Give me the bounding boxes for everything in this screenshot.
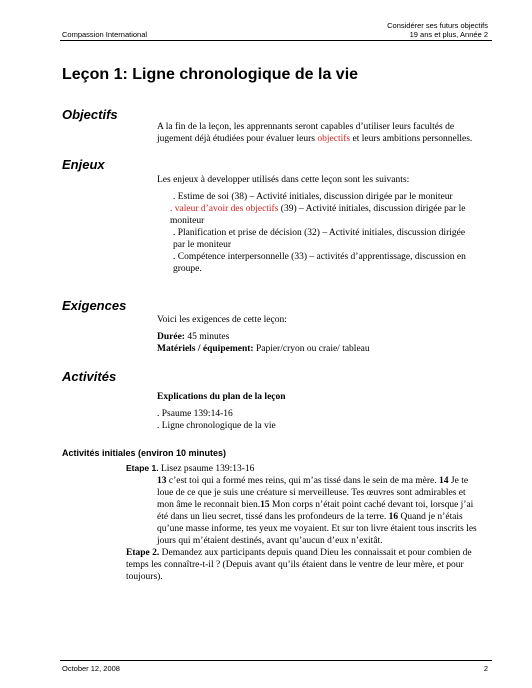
etape-1-text: Lisez psaume 139:13-16: [158, 464, 255, 474]
enjeux-item-planification: [173, 227, 478, 251]
materiels-label: Matériels / équipement:: [157, 344, 254, 354]
enjeux-item-estime-text: . Estime de soi (38) – Activité initiales, discussion dirigée par le moniteur: [173, 192, 453, 202]
enjeux-item-competence: [173, 251, 478, 275]
etape-1-label: Etape 1.: [126, 463, 159, 473]
verse-13-text: c’est toi qui a formé mes reins, qui m’as tissé dans le sein de ma mère.: [166, 476, 440, 486]
verse-15-text: Mon corps n’était point caché devant toi, lorsque j’ai été dans un lieu secret, tissé dans les profondeurs de la terre.: [157, 500, 474, 522]
plan-item-ligne: . Ligne chronologique de la vie: [157, 421, 276, 431]
lesson-title: Leçon 1: Ligne chronologique de la vie: [62, 66, 359, 83]
etape-2-label: Etape 2.: [126, 548, 160, 558]
verse-13-number: 13: [157, 476, 167, 486]
plan-item-psaume: . Psaume 139:14-16: [157, 409, 233, 419]
duree-value: 45 minutes: [184, 332, 230, 342]
section-heading-enjeux: Enjeux: [62, 157, 105, 172]
header-rule: [60, 40, 492, 41]
enjeux-item-objectifs-text: (39) – Activité initiales, discussion dirigée par le moniteur: [170, 204, 466, 226]
objectifs-highlight: objectifs: [317, 134, 351, 144]
footer-page-number: 2: [483, 664, 488, 673]
objectifs-text-before: A la fin de la leçon, les apprennants seront capables d’utiliser leurs facultés de jugement déjà étudiées pour évaluer leurs: [157, 122, 455, 144]
verse-14-number: 14: [439, 476, 449, 486]
header-series: [387, 21, 488, 39]
enjeux-intro: Les enjeux à developper utilisés dans cette leçon sont les suivants:: [157, 175, 410, 185]
etape-2: [126, 547, 478, 583]
verse-16-number: 16: [388, 512, 399, 522]
footer-rule: [60, 660, 492, 661]
objectifs-text-after: et leurs ambitions personnelles.: [350, 134, 473, 144]
verse-15-number: 15: [260, 500, 270, 510]
enjeux-item-estime: [173, 191, 478, 203]
materiels-value: Papier/cryon ou craie/ tableau: [253, 344, 370, 354]
exigences-materiels: [157, 343, 477, 355]
header-series-level: 19 ans et plus, Année 2: [409, 30, 488, 39]
exigences-intro: Voici les exigences de cette leçon:: [157, 315, 287, 325]
section-heading-objectifs: Objectifs: [62, 107, 118, 122]
enjeux-item-objectifs-highlight: . valeur d’avoir des objectifs: [170, 204, 279, 214]
enjeux-list: [170, 191, 478, 275]
etape-1: [126, 462, 486, 475]
verse-14-text: Je te loue de ce que je suis une créature si merveilleuse. Tes œuvres sont admirables et mon âme le reconnait bien.: [157, 476, 469, 510]
header-series-title: Considérer ses futurs objectifs: [387, 21, 488, 30]
section-heading-exigences: Exigences: [62, 298, 127, 313]
activites-initiales-heading: Activités initiales (environ 10 minutes): [62, 448, 227, 458]
enjeux-item-planification-text: . Planification et prise de décision (32) – Activité initiales, discussion dirigée par le moniteur: [173, 228, 466, 250]
objectifs-text: [157, 121, 477, 145]
plan-title: Explications du plan de la leçon: [157, 392, 286, 402]
header-organization: Compassion International: [62, 30, 148, 39]
etape-2-text: Demandez aux participants depuis quand Dieu les connaissait et pour combien de temps les connaître-t-il ? (Depuis avant qu’ils étaient dans le ventre de leur mère, et pour toujours).: [126, 548, 472, 582]
duree-label: Durée:: [157, 332, 185, 342]
psalm-passage: [157, 475, 477, 547]
enjeux-item-objectifs: [170, 203, 478, 227]
enjeux-item-competence-text: . Compétence interpersonnelle (33) – activités d’apprentissage, discussion en groupe.: [173, 252, 466, 274]
section-heading-activites: Activités: [62, 369, 117, 384]
exigences-duree: [157, 331, 477, 343]
footer-date: October 12, 2008: [62, 664, 120, 673]
verse-16-text: Quand je n’étais qu’une masse informe, tes yeux me voyaient. Et sur ton livre étaient tous inscrits les jours qui m’étaient destinés, avant qu’aucun d’eux n’exitât.: [157, 512, 477, 546]
